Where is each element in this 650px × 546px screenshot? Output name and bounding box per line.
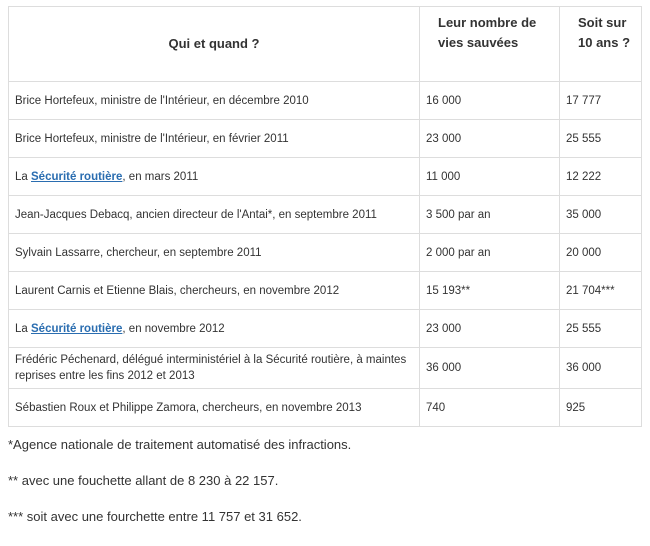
cell-who-text: Jean-Jacques Debacq, ancien directeur de l'Antai*, en septembre 2011 xyxy=(15,208,377,221)
cell-who-text: Sébastien Roux et Philippe Zamora, chercheurs, en novembre 2013 xyxy=(15,401,362,414)
cell-lives-saved: 11 000 xyxy=(420,158,560,196)
header-ten-years: Soit sur 10 ans ? xyxy=(560,7,642,82)
cell-ten-years: 25 555 xyxy=(560,310,642,348)
cell-lives-saved: 15 193** xyxy=(420,272,560,310)
footnote-range-2: *** soit avec une fourchette entre 11 757 et 31 652. xyxy=(8,509,302,524)
cell-lives-saved: 3 500 par an xyxy=(420,196,560,234)
securite-routiere-link[interactable]: Sécurité routière xyxy=(31,170,123,183)
securite-routiere-link[interactable]: Sécurité routière xyxy=(31,322,123,335)
cell-ten-years: 25 555 xyxy=(560,120,642,158)
cell-ten-years: 36 000 xyxy=(560,348,642,389)
cell-who-when xyxy=(9,196,420,234)
cell-ten-years: 35 000 xyxy=(560,196,642,234)
cell-who-when xyxy=(9,389,420,427)
cell-who-when xyxy=(9,272,420,310)
table-row xyxy=(9,234,642,272)
cell-who-text-suffix: , en mars 2011 xyxy=(122,170,199,183)
cell-who-when xyxy=(9,82,420,120)
lives-saved-table xyxy=(8,6,642,427)
header-who-when: Qui et quand ? xyxy=(9,7,420,82)
cell-ten-years: 20 000 xyxy=(560,234,642,272)
footnotes xyxy=(8,436,638,544)
cell-who-text: La xyxy=(15,170,31,183)
table-row xyxy=(9,196,642,234)
table-row xyxy=(9,82,642,120)
cell-who-when xyxy=(9,348,420,389)
cell-ten-years: 17 777 xyxy=(560,82,642,120)
cell-lives-saved: 36 000 xyxy=(420,348,560,389)
table-header-row xyxy=(9,7,642,82)
cell-ten-years: 925 xyxy=(560,389,642,427)
cell-who-text: Frédéric Péchenard, délégué interministériel à la Sécurité routière, à maintes reprises entre les fins 2012 et 2013 xyxy=(15,354,407,382)
cell-who-text: La xyxy=(15,322,31,335)
table-row xyxy=(9,389,642,427)
cell-lives-saved: 2 000 par an xyxy=(420,234,560,272)
cell-who-text: Brice Hortefeux, ministre de l'Intérieur, en février 2011 xyxy=(15,132,289,145)
cell-who-when xyxy=(9,234,420,272)
table-row xyxy=(9,348,642,389)
table-row xyxy=(9,310,642,348)
cell-ten-years: 12 222 xyxy=(560,158,642,196)
cell-lives-saved: 16 000 xyxy=(420,82,560,120)
cell-who-when xyxy=(9,310,420,348)
cell-lives-saved: 740 xyxy=(420,389,560,427)
table-row xyxy=(9,272,642,310)
cell-lives-saved: 23 000 xyxy=(420,310,560,348)
table-row xyxy=(9,158,642,196)
cell-who-when xyxy=(9,120,420,158)
cell-who-text: Laurent Carnis et Etienne Blais, chercheurs, en novembre 2012 xyxy=(15,284,340,297)
cell-ten-years: 21 704*** xyxy=(560,272,642,310)
footnote-range-1: ** avec une fouchette allant de 8 230 à 22 157. xyxy=(8,473,279,488)
cell-lives-saved: 23 000 xyxy=(420,120,560,158)
header-lives-saved: Leur nombre de vies sauvées xyxy=(420,7,560,82)
table-row xyxy=(9,120,642,158)
cell-who-text: Brice Hortefeux, ministre de l'Intérieur, en décembre 2010 xyxy=(15,94,309,107)
cell-who-text-suffix: , en novembre 2012 xyxy=(122,322,225,335)
cell-who-when xyxy=(9,158,420,196)
cell-who-text: Sylvain Lassarre, chercheur, en septembre 2011 xyxy=(15,246,262,259)
footnote-antai: *Agence nationale de traitement automatisé des infractions. xyxy=(8,437,352,452)
